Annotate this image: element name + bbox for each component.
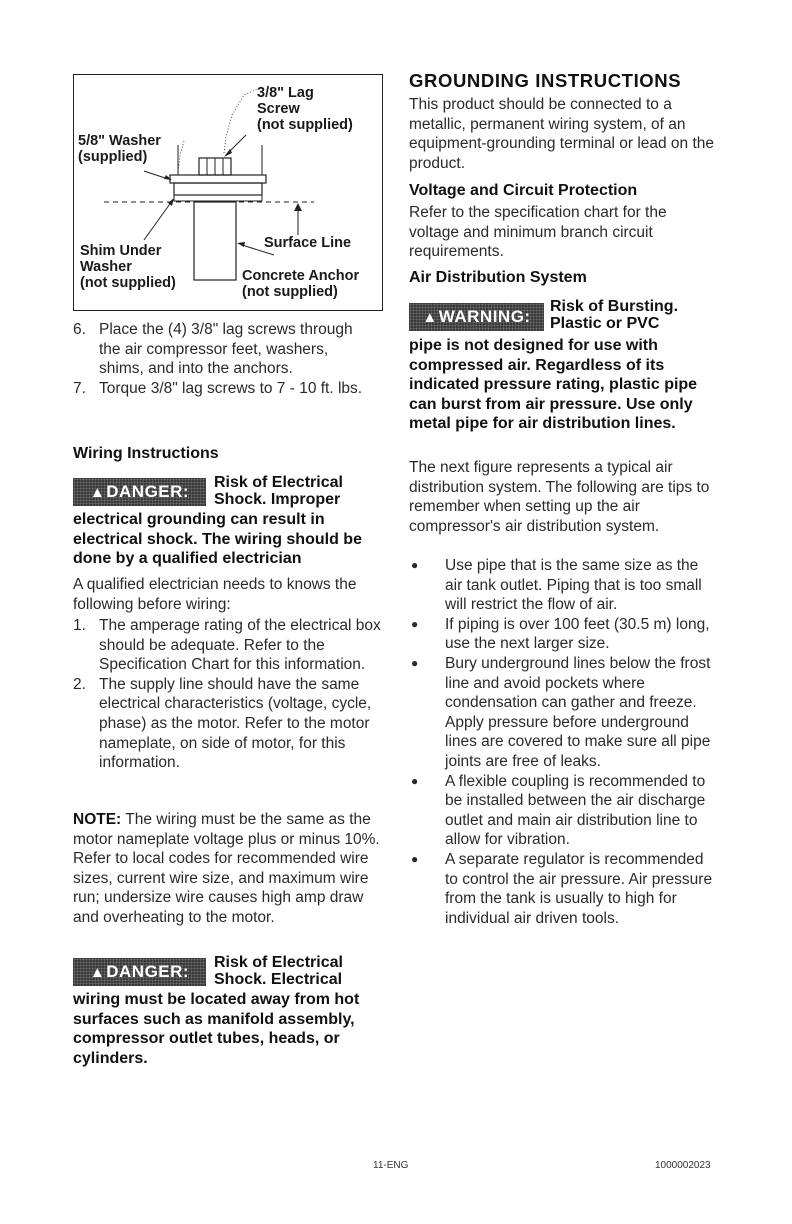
danger-headline: Risk of Electrical Shock. Improper (214, 474, 343, 508)
danger-badge (73, 958, 206, 986)
mounting-steps (73, 320, 373, 398)
lag-screw-label: 3/8" Lag Screw (not supplied) (257, 85, 353, 133)
bullet-text: A separate regulator is recommended to control the air pressure. Air pressure from the tank is usually to high for individual air driven tools. (445, 850, 713, 927)
warning-badge-label: WARNING: (438, 307, 531, 326)
step-number: 7. (73, 379, 86, 397)
step-text: Torque 3/8" lag screws to 7 - 10 ft. lbs. (99, 379, 363, 397)
list-item (73, 379, 373, 399)
shim-label: Shim Under Washer (not supplied) (80, 243, 176, 291)
danger-badge (73, 478, 206, 506)
note-label: NOTE: (73, 811, 122, 828)
page-number: 11-ENG (373, 1160, 409, 1171)
bullet-text: If piping is over 100 feet (30.5 m) long, use the next larger size. (445, 615, 710, 653)
list-item (409, 654, 719, 772)
danger-body: wiring must be located away from hot surfaces such as manifold assembly, compressor outlet tubes, heads, or cylinders. (73, 991, 360, 1067)
item-number: 2. (73, 675, 86, 693)
danger-badge-label: DANGER: (106, 482, 190, 501)
warning-badge (409, 303, 544, 331)
voltage-text: Refer to the specification chart for the voltage and minimum branch circuit requirements. (409, 204, 667, 261)
step-number: 6. (73, 321, 86, 338)
note-text: The wiring must be the same as the motor nameplate voltage plus or minus 10%. Refer to local codes for recommended wire sizes, current wire size, and maximum wire run; undersize wire causes high amp draw and overheating to the motor. (73, 811, 380, 926)
step-text: Place the (4) 3/8" lag screws through the air compressor feet, washers, shims, and into the anchors. (99, 321, 353, 378)
bullet-text: Bury underground lines below the frost line and avoid pockets where condensation can gather and freeze. Apply pressure before underground lines are covered to make sure all pipe joints are free of leaks. (445, 654, 711, 770)
bullet-text: Use pipe that is the same size as the air tank outlet. Piping that is too small will restrict the flow of air. (445, 557, 702, 614)
bullet-icon: ● (411, 851, 419, 866)
warning-body: pipe is not designed for use with compressed air. Regardless of its indicated pressure rating, plastic pipe can burst from air pressure. Use only metal pipe for air distribution lines. (409, 337, 698, 433)
document-number: 1000002023 (655, 1160, 711, 1171)
wiring-heading: Wiring Instructions (73, 445, 219, 462)
surface-line-label: Surface Line (264, 235, 352, 251)
list-item (409, 556, 719, 615)
anchor-mounting-diagram (73, 74, 383, 311)
grounding-heading: GROUNDING INSTRUCTIONS (409, 70, 682, 91)
bullet-text: A flexible coupling is recommended to be installed between the air discharge outlet and main air distribution line to allow for vibration. (445, 772, 706, 849)
warning-triangle-icon: ▲ (89, 963, 106, 981)
wiring-requirements (73, 616, 383, 773)
washer-label: 5/8" Washer (supplied) (78, 133, 161, 165)
wiring-note (73, 810, 383, 928)
air-intro: The next figure represents a typical air distribution system. The following are tips to remember when setting up the air compressor's air distribution system. (409, 459, 710, 535)
item-number: 1. (73, 617, 86, 634)
wiring-intro: A qualified electrician needs to knows the following before wiring: (73, 576, 357, 613)
list-item (409, 850, 719, 928)
list-item (409, 772, 719, 850)
grounding-text: This product should be connected to a metallic, permanent wiring system, of an equipment-grounding terminal or lead on the product. (409, 96, 715, 172)
bullet-icon: ● (411, 558, 419, 572)
bullet-icon: ● (411, 773, 419, 788)
danger-badge-label: DANGER: (106, 962, 190, 981)
list-item (73, 320, 373, 379)
air-tips-list (409, 556, 719, 928)
item-text: The amperage rating of the electrical box should be adequate. Refer to the Specification Chart for this information. (99, 617, 381, 674)
list-item (73, 616, 383, 675)
concrete-anchor-label: Concrete Anchor (not supplied) (242, 268, 360, 300)
danger-body: electrical grounding can result in electrical shock. The wiring should be done by a qualified electrician (73, 511, 362, 568)
bullet-icon: ● (411, 616, 419, 631)
warning-triangle-icon: ▲ (422, 308, 438, 326)
item-text: The supply line should have the same electrical characteristics (voltage, cycle, phase) as the motor. Refer to the motor nameplate, on side of motor, for this information. (99, 675, 372, 772)
air-distribution-heading: Air Distribution System (409, 269, 587, 286)
list-item (409, 615, 719, 654)
warning-headline: Risk of Bursting. Plastic or PVC (550, 298, 679, 332)
bullet-icon: ● (411, 655, 419, 670)
warning-triangle-icon: ▲ (89, 483, 106, 501)
voltage-heading: Voltage and Circuit Protection (409, 182, 638, 199)
list-item (73, 675, 383, 773)
danger-headline: Risk of Electrical Shock. Electrical (214, 954, 343, 988)
